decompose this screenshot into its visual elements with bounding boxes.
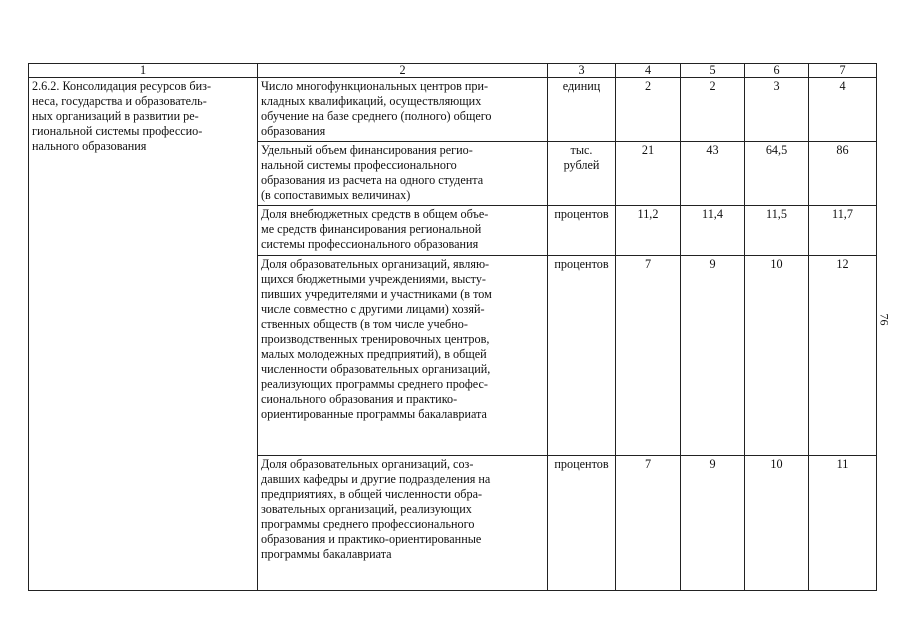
value-cell: 10 <box>745 456 809 591</box>
value-cell: 11,2 <box>616 206 681 256</box>
column-header: 3 <box>548 64 616 78</box>
value-cell: 21 <box>616 142 681 206</box>
value-cell: 86 <box>809 142 877 206</box>
column-header: 1 <box>29 64 258 78</box>
column-header: 5 <box>681 64 745 78</box>
value-cell: 11,5 <box>745 206 809 256</box>
unit-cell <box>548 206 616 256</box>
column-header: 2 <box>258 64 548 78</box>
value-cell: 10 <box>745 256 809 456</box>
unit-cell <box>548 142 616 206</box>
value-cell: 11,4 <box>681 206 745 256</box>
indicator-cell <box>258 456 548 591</box>
unit-cell <box>548 256 616 456</box>
column-header: 6 <box>745 64 809 78</box>
indicator-text: Удельный объем финансирования регио- нальной системы профессионального образования из расчета на одного студента (в сопоставимых величинах) <box>261 143 484 202</box>
unit-cell <box>548 456 616 591</box>
column-number-row <box>29 64 877 78</box>
value-cell: 2 <box>616 78 681 142</box>
indicator-cell <box>258 206 548 256</box>
column-header: 4 <box>616 64 681 78</box>
value-cell: 7 <box>616 456 681 591</box>
unit-text: процентов <box>554 257 609 271</box>
unit-text: единиц <box>562 79 601 93</box>
value-cell: 9 <box>681 456 745 591</box>
unit-text: процентов <box>554 207 609 221</box>
column-header: 7 <box>809 64 877 78</box>
indicator-cell <box>258 78 548 142</box>
indicator-text: Доля внебюджетных средств в общем объе- ме средств финансирования региональной системы профессионального образования <box>261 207 489 251</box>
value-cell: 11,7 <box>809 206 877 256</box>
indicator-text: Доля образовательных организаций, соз- давших кафедры и другие подразделения на предприятиях, в общей численности обра- зовательных организаций, реализующих программы среднего профессионального образования и практико-ориентированные программы бакалавриата <box>261 457 491 561</box>
section-title-text: 2.6.2. Консолидация ресурсов биз- неса, государства и образователь- ных организаций в развитии ре- гиональной системы профессио- нального образования <box>32 79 212 153</box>
value-cell: 3 <box>745 78 809 142</box>
indicator-cell <box>258 142 548 206</box>
value-cell: 4 <box>809 78 877 142</box>
value-cell: 2 <box>681 78 745 142</box>
value-cell: 9 <box>681 256 745 456</box>
value-cell: 11 <box>809 456 877 591</box>
unit-text: процентов <box>554 457 609 471</box>
value-cell: 43 <box>681 142 745 206</box>
unit-text: тыс. рублей <box>563 143 600 172</box>
indicator-text: Число многофункциональных центров при- кладных квалификаций, осуществляющих обучение на базе среднего (полного) общего образования <box>261 79 492 138</box>
section-title <box>29 78 258 591</box>
unit-cell <box>548 78 616 142</box>
value-cell: 12 <box>809 256 877 456</box>
table-row <box>29 78 877 142</box>
indicators-table <box>28 63 877 591</box>
indicator-cell <box>258 256 548 456</box>
value-cell: 7 <box>616 256 681 456</box>
page-number: 76 <box>877 313 892 326</box>
value-cell: 64,5 <box>745 142 809 206</box>
indicator-text: Доля образовательных организаций, являю- щихся бюджетными учреждениями, высту- пивших учредителями и участниками (в том числе совместно с другими лицами) хозяй- ственных обществ (в том числе учебно- производственных тренировочных центров, малых молодежных предприятий), в общей численности образовательных организаций, реализующих программы среднего профес- сионального образования и практико- ориентированные программы бакалавриата <box>261 257 492 421</box>
